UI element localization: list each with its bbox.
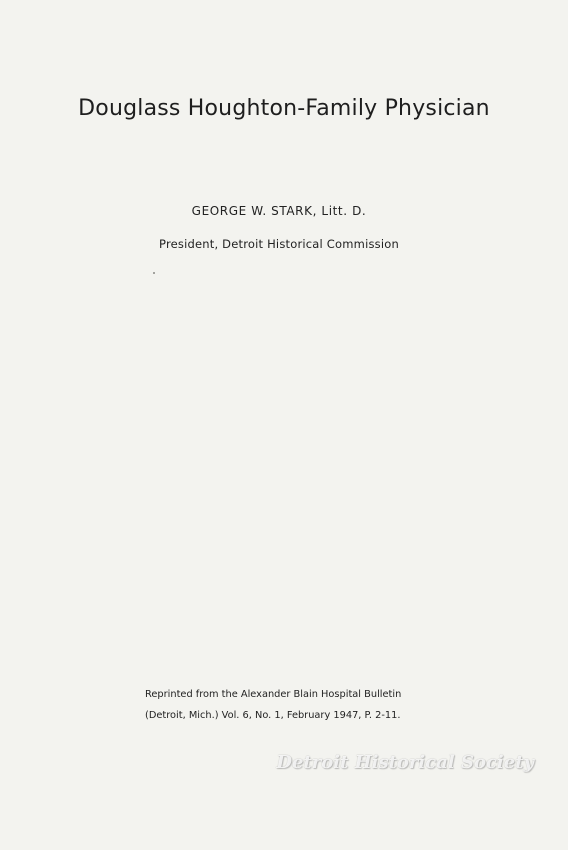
watermark-text: Detroit Historical Society <box>276 752 534 773</box>
reprint-line-1: Reprinted from the Alexander Blain Hospital Bulletin <box>145 689 402 700</box>
paper-speck <box>153 272 155 274</box>
author-name: GEORGE W. STARK, Litt. D. <box>191 204 367 218</box>
reprint-note <box>145 684 475 726</box>
author-affiliation: President, Detroit Historical Commission <box>159 237 399 251</box>
document-title: Douglass Houghton-Family Physician <box>78 96 490 121</box>
reprint-line-2: (Detroit, Mich.) Vol. 6, No. 1, February 1947, P. 2-11. <box>145 710 401 721</box>
